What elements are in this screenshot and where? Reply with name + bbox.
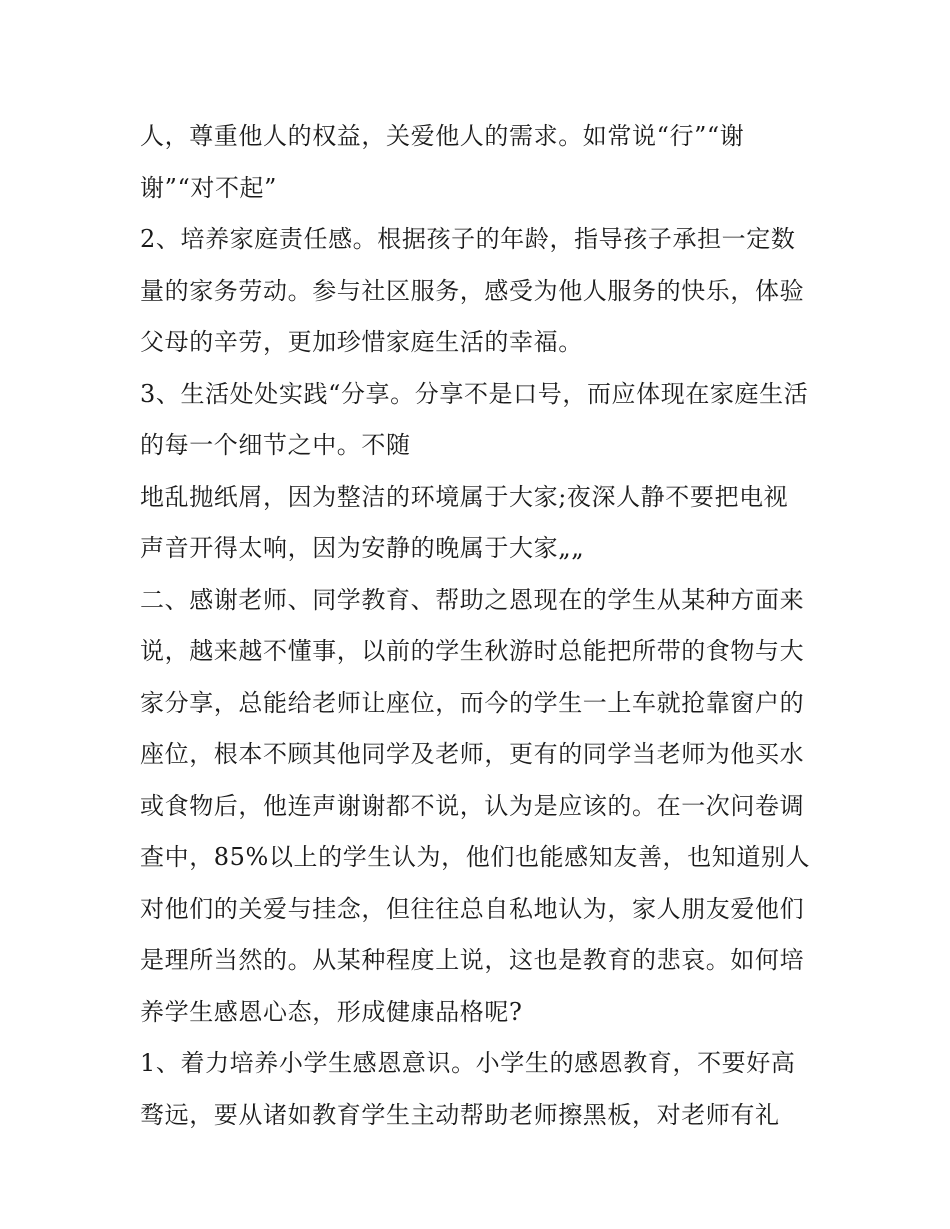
text-line: 说，越来越不懂事，以前的学生秋游时总能把所带的食物与大 — [140, 637, 805, 665]
text-line: 或食物后，他连声谢谢都不说，认为是应该的。在一次问卷调 — [140, 791, 805, 820]
text-line: 声音开得太响，因为安静的晚属于大家„„ — [140, 534, 585, 562]
text-line: 3、生活处处实践“分享。分享不是口号，而应体现在家庭生活 — [140, 379, 809, 408]
text-line: 查中，85%以上的学生认为，他们也能感知友善，也知道别人 — [140, 843, 811, 871]
text-line: 养学生感恩心态，形成健康品格呢? — [140, 997, 523, 1026]
text-line: 2、培养家庭责任感。根据孩子的年龄，指导孩子承担一定数 — [140, 225, 796, 253]
text-line: 1、着力培养小学生感恩意识。小学生的感恩教育，不要好高 — [140, 1049, 796, 1077]
text-line: 人，尊重他人的权益，关爱他人的需求。如常说“行”“谢 — [140, 122, 745, 150]
text-line: 谢”“对不起” — [140, 173, 278, 202]
text-line: 是理所当然的。从某种程度上说，这也是教育的悲哀。如何培 — [140, 946, 805, 974]
text-line: 座位，根本不顾其他同学及老师，更有的同学当老师为他买水 — [140, 740, 805, 768]
text-line: 骛远，要从诸如教育学生主动帮助老师擦黑板，对老师有礼 — [140, 1100, 780, 1129]
text-line: 父母的辛劳，更加珍惜家庭生活的幸福。 — [140, 328, 583, 356]
text-line: 对他们的关爱与挂念，但往往总自私地认为，家人朋友爱他们 — [140, 894, 805, 923]
text-line: 二、感谢老师、同学教育、帮助之恩现在的学生从某种方面来 — [140, 585, 805, 614]
text-line: 地乱抛纸屑，因为整洁的环境属于大家;夜深人静不要把电视 — [140, 482, 789, 511]
text-line: 量的家务劳动。参与社区服务，感受为他人服务的快乐，体验 — [140, 276, 805, 305]
text-line: 的每一个细节之中。不随 — [140, 431, 411, 459]
text-line: 家分享，总能给老师让座位，而今的学生一上车就抢靠窗户的 — [140, 688, 805, 717]
document-body — [140, 111, 820, 1141]
